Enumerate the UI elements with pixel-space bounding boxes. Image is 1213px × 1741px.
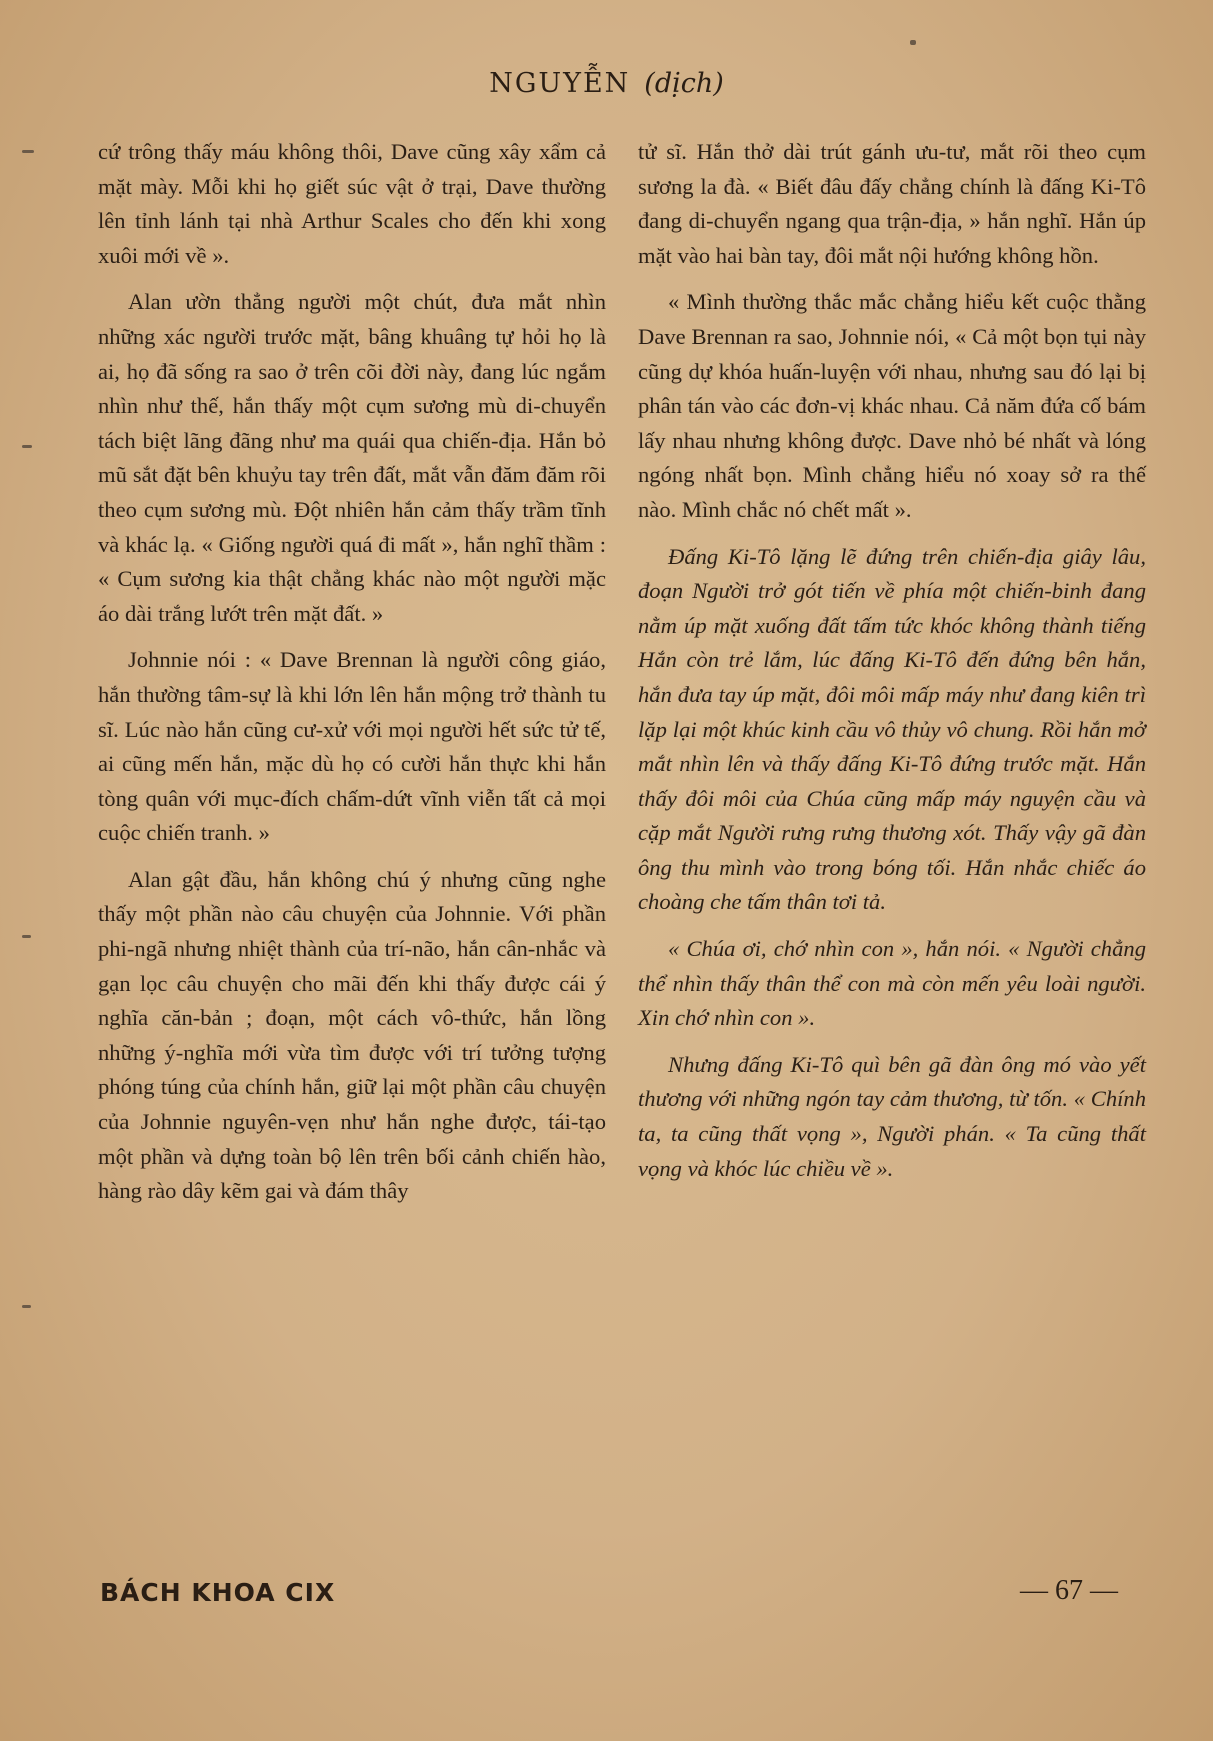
paragraph: Johnnie nói : « Dave Brennan là người công giáo, hắn thường tâm-sự là khi lớn lên hắn mộng trở thành tu sĩ. Lúc nào hắn cũng cư-xử với mọi người hết sức tử tế, ai cũng mến hắn, mặc dù họ có cười hắn thực khi hắn tòng quân với mục-đích chấm-dứt vĩnh viễn tất cả mọi cuộc chiến tranh. » <box>98 647 606 846</box>
magazine-title: BÁCH KHOA CIX <box>100 1578 336 1607</box>
paper-speck <box>910 40 916 45</box>
paragraph: tử sĩ. Hắn thở dài trút gánh ưu-tư, mắt rõi theo cụm sương la đà. « Biết đâu đấy chẳng chính là đấng Ki-Tô đang di-chuyển ngang qua trận-địa, » hắn nghĩ. Hắn úp mặt vào hai bàn tay, đôi mắt nội hướng không hồn. <box>638 139 1146 268</box>
right-column <box>638 135 1146 1198</box>
paragraph: Đấng Ki-Tô lặng lẽ đứng trên chiến-địa giây lâu, đoạn Người trở gót tiến về phía một chiến-binh đang nằm úp mặt xuống đất tấm tức khóc không thành tiếng Hắn còn trẻ lắm, lúc đấng Ki-Tô đến đứng bên hắn, hắn đưa tay úp mặt, đôi môi mấp máy như đang kiên trì lặp lại một khúc kinh cầu vô thủy vô chung. Rồi hắn mở mắt nhìn lên và thấy đấng Ki-Tô đứng trước mặt. Hắn thấy đôi môi của Chúa cũng mấp máy nguyện cầu và cặp mắt Người rưng rưng thương xót. Thấy vậy gã đàn ông thu mình vào trong bóng tối. Hắn nhắc chiếc áo choàng che tấm thân tơi tả. <box>638 543 1146 915</box>
left-column <box>98 135 606 1221</box>
translator-name: NGUYỄN <box>489 68 631 99</box>
page-number: — 67 — <box>1020 1575 1118 1606</box>
paper-speck <box>22 1305 31 1308</box>
paragraph: cứ trông thấy máu không thôi, Dave cũng xây xẩm cả mặt mày. Mỗi khi họ giết súc vật ở trại, Dave thường lên tỉnh lánh tại nhà Arthur Scales cho đến khi xong xuôi mới về ». <box>98 139 606 268</box>
paragraph: Nhưng đấng Ki-Tô quì bên gã đàn ông mó vào yết thương với những ngón tay cảm thương, từ tốn. « Chính ta, ta cũng thất vọng », Người phán. « Ta cũng thất vọng và khóc lúc chiều về ». <box>638 1051 1146 1181</box>
translator-role: (dịch) <box>644 68 724 99</box>
paragraph: « Chúa ơi, chớ nhìn con », hắn nói. « Người chẳng thể nhìn thấy thân thể con mà còn mến yêu loài người. Xin chớ nhìn con ». <box>638 936 1146 1031</box>
paragraph: Alan ườn thẳng người một chút, đưa mắt nhìn những xác người trước mặt, bâng khuâng tự hỏi họ là ai, họ đã sống ra sao ở trên cõi đời này, đang lúc ngắm nhìn như thế, hắn thấy một cụm sương mù di-chuyển tách biệt lãng đãng như ma quái qua chiến-địa. Hắn bỏ mũ sắt đặt bên khuỷu tay trên đất, mắt vẫn đăm đăm rõi theo cụm sương mù. Đột nhiên hắn cảm thấy trầm tĩnh và khác lạ. « Giống người quá đi mất », hắn nghĩ thầm : « Cụm sương kia thật chẳng khác nào một người mặc áo dài trắng lướt trên mặt đất. » <box>98 289 606 626</box>
paper-speck <box>22 935 31 938</box>
paper-speck <box>22 150 34 153</box>
paper-speck <box>22 445 32 448</box>
page-header <box>0 68 1213 99</box>
paragraph: Alan gật đầu, hắn không chú ý nhưng cũng nghe thấy một phần nào câu chuyện của Johnnie. Với phần phi-ngã nhưng nhiệt thành của trí-não, hắn cân-nhắc và gạn lọc câu chuyện cho mãi đến khi thấy được cái ý nghĩa căn-bản ; đoạn, một cách vô-thức, hắn lồng những ý-nghĩa mới vừa tìm được với trí tưởng tượng phóng túng của chính hắn, giữ lại một phần câu chuyện của Johnnie nguyên-vẹn như hắn nghe được, tái-tạo một phần và dựng toàn bộ lên trên bối cảnh chiến hào, hàng rào dây kẽm gai và đám thây <box>98 866 606 1204</box>
paragraph: « Mình thường thắc mắc chẳng hiểu kết cuộc thằng Dave Brennan ra sao, Johnnie nói, « Cả một bọn tụi này cũng dự khóa huấn-luyện với nhau, nhưng sau đó lại bị phân tán vào các đơn-vị khác nhau. Cả năm đứa cố bám lấy nhau nhưng không được. Dave nhỏ bé nhất và lóng ngóng nhất bọn. Mình chẳng hiểu nó xoay sở ra thế nào. Mình chắc nó chết mất ». <box>638 289 1146 522</box>
